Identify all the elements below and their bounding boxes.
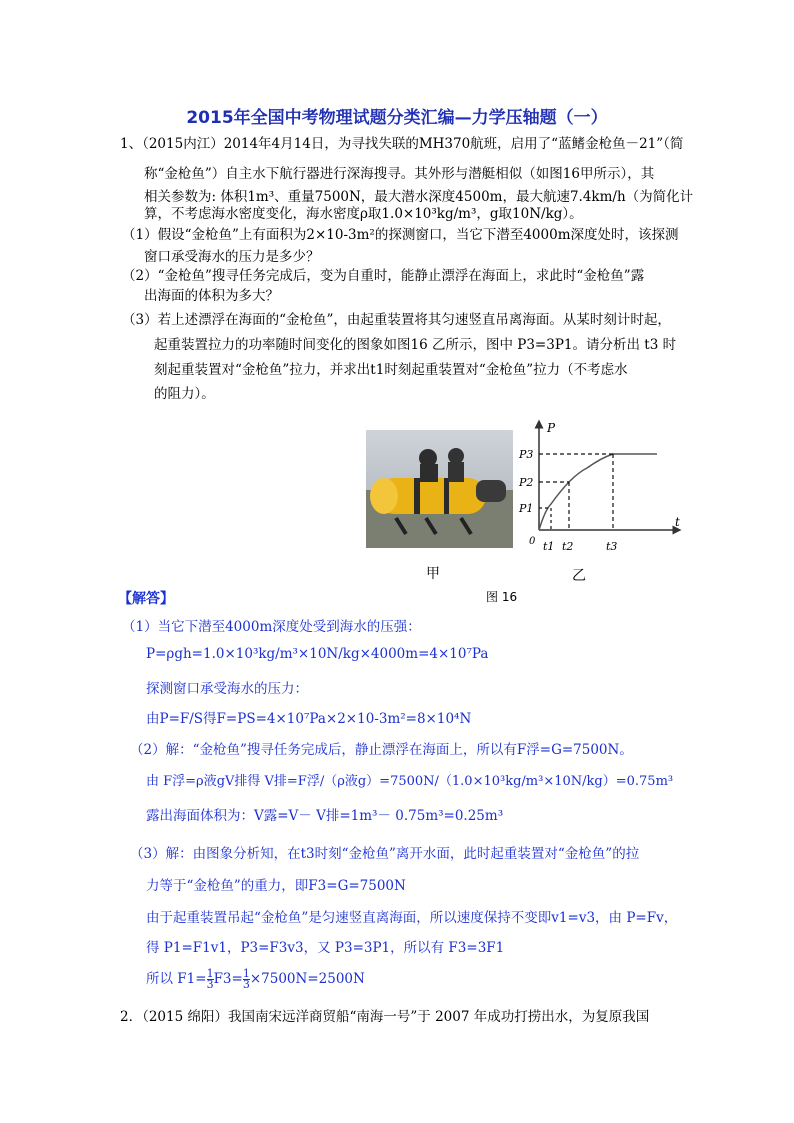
answer-header: 【解答】 — [118, 591, 174, 607]
p2-label: P2 — [519, 476, 534, 489]
answer-line-12-prefix: 所以 F1= — [146, 971, 207, 987]
answer-line-12 — [146, 967, 365, 990]
t3-label: t3 — [606, 540, 618, 553]
origin-label: 0 — [529, 536, 536, 547]
answer-line-6: 由 F浮=ρ液gV排得 V排=F浮/（ρ液g）=7500N/（1.0×10³kg/m³×10N/kg）=0.75m³ — [146, 774, 674, 789]
x-axis-label: t — [675, 515, 680, 529]
answer-line-12-mid: F3= — [213, 971, 243, 987]
q1-sub1-line-2: 窗口承受海水的压力是多少？ — [144, 249, 320, 265]
t2-label: t2 — [562, 540, 574, 553]
answer-line-11: 得 P1=F1v1，P3=F3v3，又 P3=3P1，所以有 F3=3F1 — [146, 940, 505, 956]
t1-label: t1 — [543, 540, 555, 553]
q1-sub3-line-4: 的阻力）。 — [154, 386, 215, 402]
fraction-one-third-b — [243, 969, 250, 990]
answer-line-1: （1）当它下潜至4000m深度处受到海水的压强： — [122, 619, 421, 635]
answer-line-12-suffix: ×7500N=2500N — [249, 971, 365, 987]
answer-line-3: 探测窗口承受海水的压力： — [146, 681, 308, 697]
q1-sub1-line-1: （1）假设“金枪鱼”上有面积为2×10-3m²的探测窗口，当它下潜至4000m深度处时，该探测 — [122, 227, 679, 243]
answer-line-4: 由P=F/S得F=PS=4×10⁷Pa×2×10-3m²=8×10⁴N — [146, 711, 472, 727]
q1-line-3: 相关参数为: 体积1m³、重量7500N，最大潜水深度4500m，最大航速7.4km/h（为简化计 — [144, 189, 694, 205]
fraction-b-numerator: 1 — [242, 967, 250, 980]
figure-caption: 图 16 — [486, 590, 518, 604]
q1-sub3-line-3: 刻起重装置对“金枪鱼”拉力，并求出t1时刻起重装置对“金枪鱼”拉力（不考虑水 — [154, 362, 628, 378]
answer-line-10: 由于起重装置吊起“金枪鱼”是匀速竖直离海面，所以速度保持不变即v1=v3，由 P=Fv， — [146, 910, 678, 926]
q1-line-4: 算，不考虑海水密度变化，海水密度ρ取1.0×10³kg/m³，g取10N/kg）。 — [144, 206, 583, 222]
q1-line-2: 称“金枪鱼”）自主水下航行器进行深海搜寻。其外形与潜艇相似（如图16甲所示），其 — [144, 166, 655, 182]
q1-sub3-line-1: （3）若上述漂浮在海面的“金枪鱼”，由起重装置将其匀速竖直吊离海面。从某时刻计时起， — [122, 312, 671, 328]
answer-line-5: （2）解：“金枪鱼”搜寻任务完成后，静止漂浮在海面上，所以有F浮=G=7500N。 — [130, 742, 633, 758]
answer-line-9: 力等于“金枪鱼”的重力，即F3=G=7500N — [146, 878, 406, 894]
auv-photo — [366, 430, 513, 548]
fraction-a-denominator: 3 — [206, 978, 214, 991]
fraction-a-numerator: 1 — [206, 967, 214, 980]
power-curve — [539, 454, 657, 530]
fraction-b-denominator: 3 — [242, 978, 250, 991]
q1-sub2-line-1: （2）“金枪鱼”搜寻任务完成后，变为自重时，能静止漂浮在海面上，求此时“金枪鱼”露 — [122, 268, 645, 284]
q1-line-1: 1、（2015内江）2014年4月14日，为寻找失联的MH370航班，启用了“蓝鳍金枪鱼－21”（简 — [120, 136, 684, 152]
p1-label: P1 — [519, 502, 534, 515]
figure-label-jia: 甲 — [426, 566, 440, 582]
page-title: 2015年全国中考物理试题分类汇编—力学压轴题（一） — [186, 108, 608, 128]
figure-label-yi: 乙 — [572, 568, 586, 584]
y-axis-label: P — [547, 421, 556, 435]
q1-sub2-line-2: 出海面的体积为多大？ — [144, 288, 279, 304]
answer-line-7: 露出海面体积为：V露=V－ V排=1m³－ 0.75m³=0.25m³ — [146, 808, 504, 824]
q1-sub3-line-2: 起重装置拉力的功率随时间变化的图象如图16 乙所示，图中 P3=3P1。请分析出 t3 时 — [154, 337, 677, 353]
p3-label: P3 — [519, 448, 534, 461]
answer-line-8: （3）解：由图象分析知，在t3时刻“金枪鱼”离开水面，此时起重装置对“金枪鱼”的拉 — [130, 846, 640, 862]
fraction-one-third-a — [207, 969, 214, 990]
q2-line-1: 2．（2015 绵阳）我国南宋远洋商贸船“南海一号”于 2007 年成功打捞出水，为复原我国 — [120, 1009, 650, 1025]
power-time-graph — [517, 418, 687, 563]
answer-line-2: P=ρgh=1.0×10³kg/m³×10N/kg×4000m=4×10⁷Pa — [146, 646, 489, 662]
